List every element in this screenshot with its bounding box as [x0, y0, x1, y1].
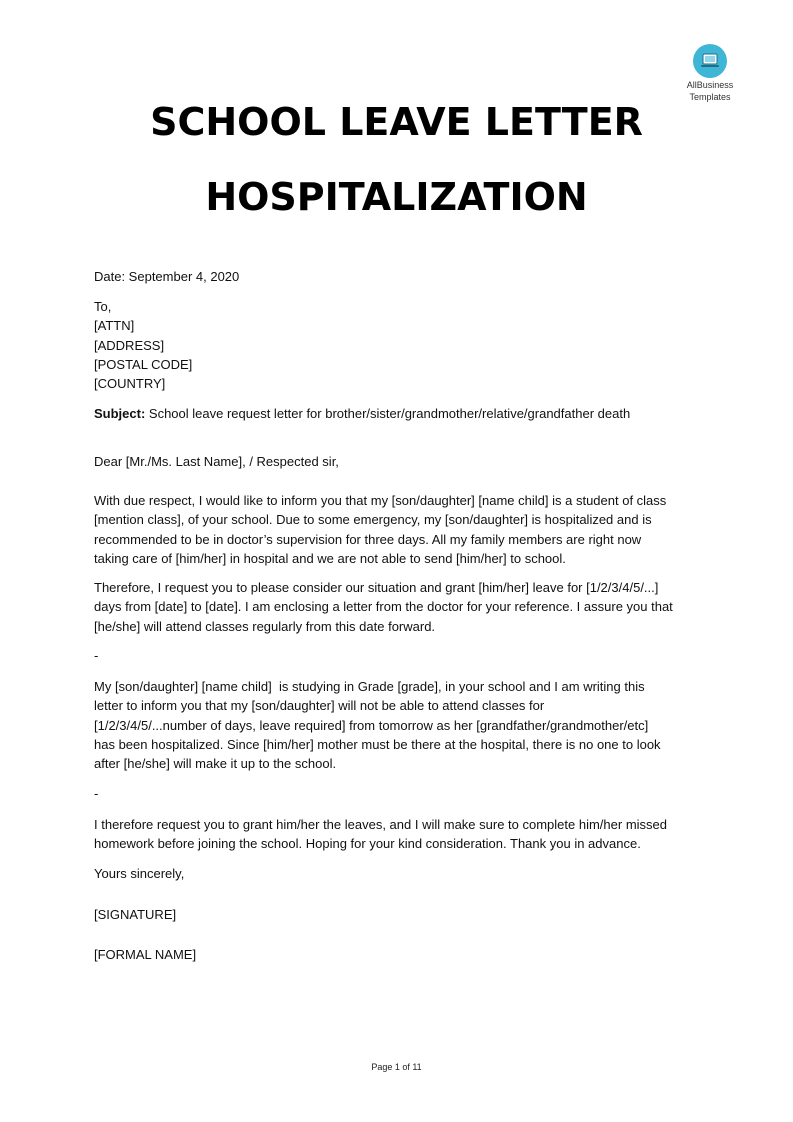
date-line: Date: September 4, 2020 [94, 269, 240, 284]
address-line: [ADDRESS] [94, 337, 165, 353]
text-line: With due respect, I would like to inform you that my [son/daughter] [name child] is a student of class [94, 493, 667, 508]
paragraph-4 [94, 815, 714, 854]
page-title-line1: SCHOOL LEAVE LETTER [150, 100, 643, 144]
text-line: days from [date] to [date]. I am enclosing a letter from the doctor for your reference. I assure you that [94, 599, 673, 615]
subject-text: School leave request letter for brother/sister/grandmother/relative/grandfather death [145, 406, 631, 421]
address-line: [COUNTRY] [94, 376, 166, 392]
text-line: recommended to be in doctor’s supervision for three days. All my family members are right now [94, 531, 642, 547]
address-line: [POSTAL CODE] [94, 356, 193, 372]
address-line: To, [94, 299, 112, 314]
text-line: after [he/she] will make it up to the school. [94, 756, 337, 772]
subject-line [94, 404, 714, 423]
logo-text-line1: AllBusiness [686, 80, 734, 90]
text-line: My [son/daughter] [name child] is studying in Grade [grade], in your school and I am writing this [94, 679, 645, 694]
text-line: [mention class], of your school. Due to some emergency, my [son/daughter] is hospitalized and is [94, 512, 652, 528]
recipient-address [94, 297, 714, 393]
text-line: [he/she] will attend classes regularly from this date forward. [94, 618, 436, 634]
text-line: taking care of [him/her] in hospital and we are not able to send [him/her] to school. [94, 550, 566, 566]
text-line: homework before joining the school. Hoping for your kind consideration. Thank you in advance. [94, 836, 641, 852]
page-title-line2: HOSPITALIZATION [205, 175, 588, 219]
formal-name-placeholder: [FORMAL NAME] [94, 947, 197, 962]
text-line: letter to inform you that my [son/daughter] will not be able to attend classes for [94, 698, 545, 714]
separator-dash: - [94, 648, 99, 663]
paragraph-1 [94, 491, 714, 568]
text-line: [1/2/3/4/5/...number of days, leave required] from tomorrow as her [grandfather/grandmother/etc] [94, 717, 649, 733]
text-line: I therefore request you to grant him/her the leaves, and I will make sure to complete him/her missed [94, 817, 667, 832]
allbusiness-logo [678, 44, 742, 102]
laptop-icon [693, 44, 727, 78]
page-number: Page 1 of 11 [371, 1062, 422, 1072]
paragraph-2 [94, 578, 714, 636]
salutation: Dear [Mr./Ms. Last Name], / Respected sir, [94, 454, 339, 469]
closing: Yours sincerely, [94, 866, 185, 881]
separator-dash: - [94, 786, 99, 801]
text-line: Therefore, I request you to please consider our situation and grant [him/her] leave for [1/2/3/4/5/...] [94, 580, 659, 595]
text-line: has been hospitalized. Since [him/her] mother must be there at the hospital, there is no one to look [94, 736, 661, 752]
signature-placeholder: [SIGNATURE] [94, 907, 177, 922]
address-line: [ATTN] [94, 318, 135, 334]
subject-label: Subject: [94, 406, 146, 421]
logo-text-line2: Templates [689, 92, 731, 102]
paragraph-3 [94, 677, 714, 773]
